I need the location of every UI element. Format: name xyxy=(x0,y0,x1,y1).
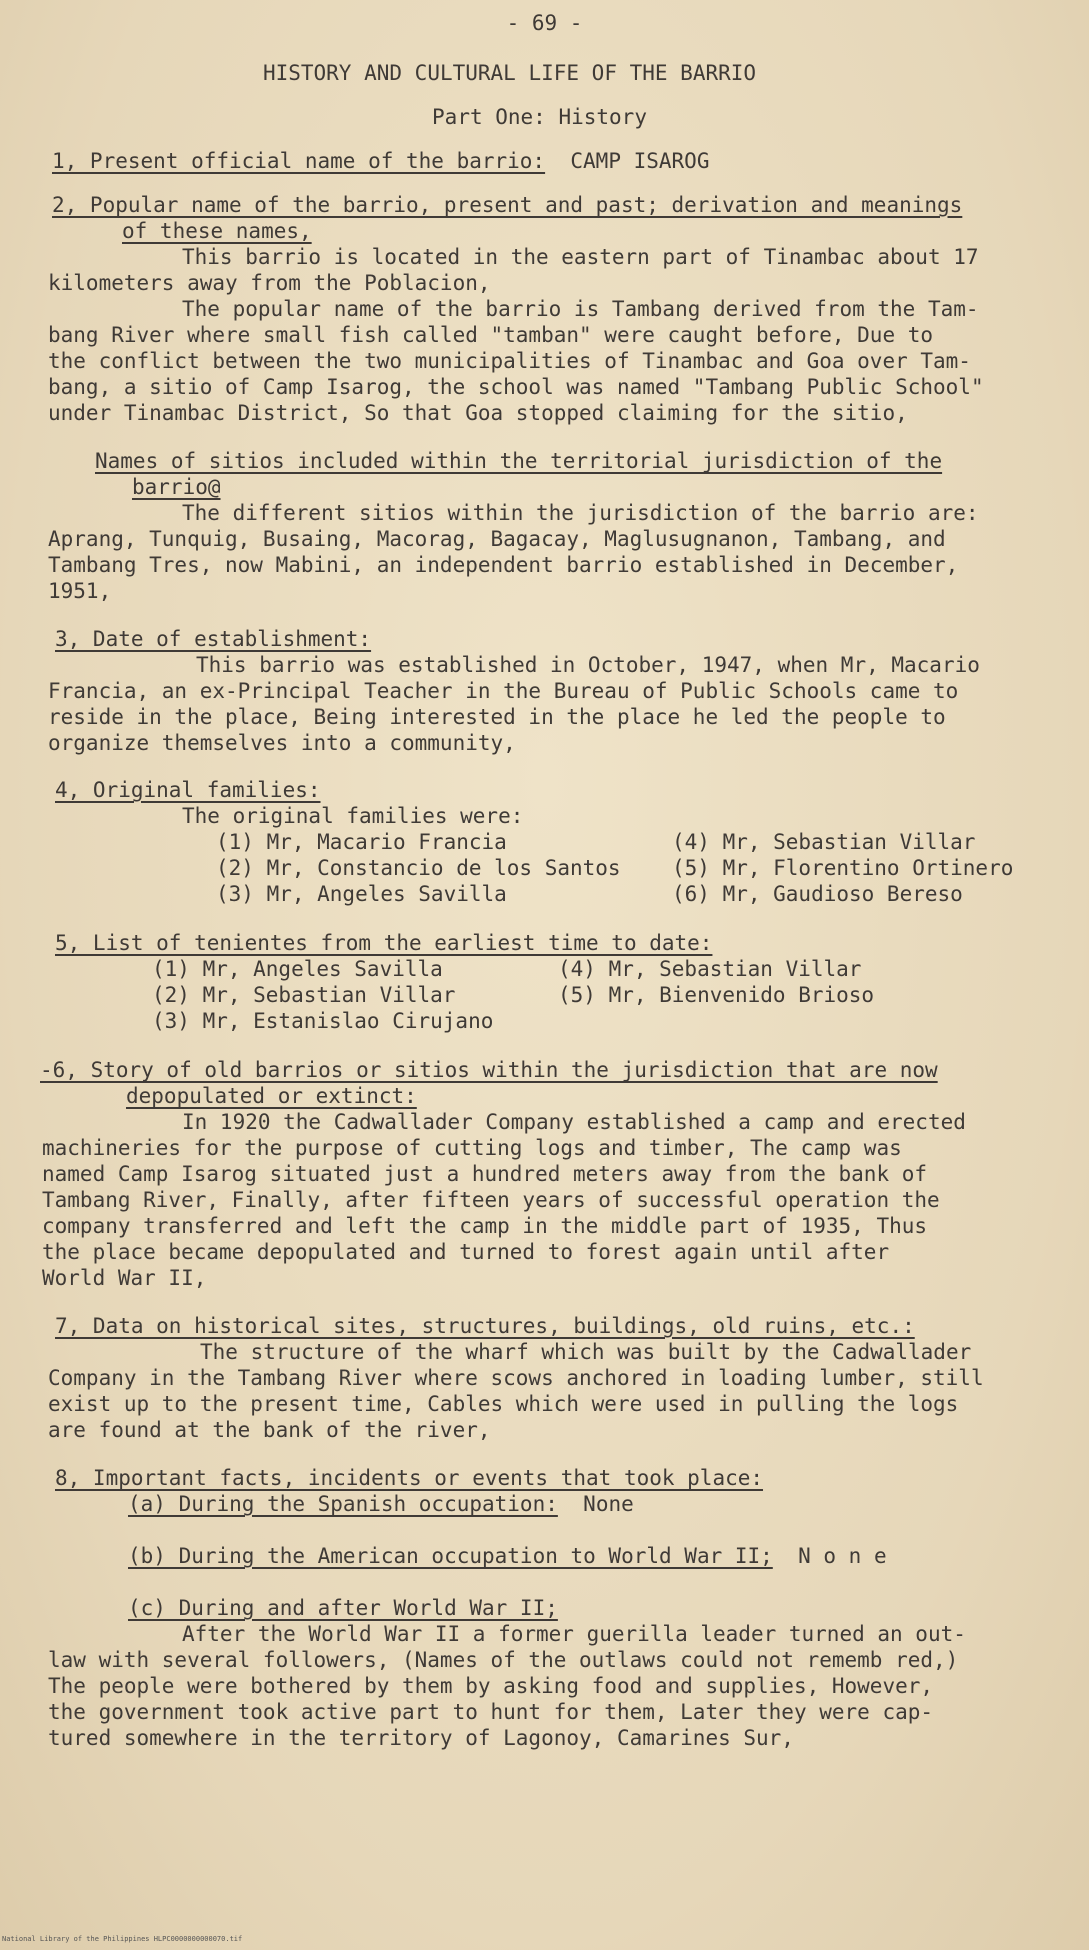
paragraph-line: organize themselves into a community, xyxy=(48,731,516,755)
paragraph-line: bang, a sitio of Camp Isarog, the school was named "Tambang Public School" xyxy=(48,375,984,399)
paragraph-line: Francia, an ex-Principal Teacher in the Bureau of Public Schools came to xyxy=(48,679,959,703)
teniente-item: (4) Mr, Sebastian Villar xyxy=(558,957,862,981)
paragraph-line: exist up to the present time, Cables which were used in pulling the logs xyxy=(48,1392,959,1416)
paragraph-line: the government took active part to hunt for them, Later they were cap- xyxy=(48,1700,934,1724)
family-item: (2) Mr, Constancio de los Santos xyxy=(216,856,621,880)
families-intro: The original families were: xyxy=(182,804,524,828)
teniente-item: (3) Mr, Estanislao Cirujano xyxy=(152,1009,494,1033)
sitios-label-cont: barrio@ xyxy=(132,475,221,499)
paragraph-line: This barrio is located in the eastern part of Tinambac about 17 xyxy=(182,245,979,269)
paragraph-line: Tambang River, Finally, after fifteen years of successful operation the xyxy=(42,1188,940,1212)
section-1 xyxy=(52,148,709,174)
paragraph-line: Company in the Tambang River where scows anchored in loading lumber, still xyxy=(48,1366,984,1390)
paragraph-line: In 1920 the Cadwallader Company established a camp and erected xyxy=(182,1110,966,1134)
teniente-item: (1) Mr, Angeles Savilla xyxy=(152,957,443,981)
paragraph-line: machineries for the purpose of cutting logs and timber, The camp was xyxy=(42,1136,902,1160)
paragraph-line: The popular name of the barrio is Tambang derived from the Tam- xyxy=(182,297,979,321)
section-2-label-cont: of these names, xyxy=(122,219,312,243)
family-item: (3) Mr, Angeles Savilla xyxy=(216,882,507,906)
paragraph-line: This barrio was established in October, 1947, when Mr, Macario xyxy=(196,653,980,677)
paragraph-line: reside in the place, Being interested in the place he led the people to xyxy=(48,705,946,729)
subsection-c-label: (c) During and after World War II; xyxy=(128,1596,558,1620)
section-4-label: 4, Original families: xyxy=(55,778,321,802)
paragraph-line: named Camp Isarog situated just a hundred meters away from the bank of xyxy=(42,1162,928,1186)
section-5-label: 5, List of tenientes from the earliest time to date: xyxy=(55,931,713,955)
paragraph-line: company transferred and left the camp in the middle part of 1935, Thus xyxy=(42,1214,928,1238)
section-6-label-cont: depopulated or extinct: xyxy=(126,1084,417,1108)
paragraph-line: World War II, xyxy=(42,1266,207,1290)
sitios-label: Names of sitios included within the territorial jurisdiction of the xyxy=(95,449,943,473)
paragraph-line: 1951, xyxy=(48,579,112,603)
section-7-label: 7, Data on historical sites, structures, buildings, old ruins, etc.: xyxy=(55,1314,915,1338)
paragraph-line: After the World War II a former guerilla leader turned an out- xyxy=(182,1622,966,1646)
paragraph-line: The different sitios within the jurisdiction of the barrio are: xyxy=(182,501,979,525)
teniente-item: (2) Mr, Sebastian Villar xyxy=(152,983,456,1007)
paragraph-line: kilometers away from the Poblacion, xyxy=(48,271,491,295)
subsection-a xyxy=(128,1491,634,1517)
section-1-value: CAMP ISAROG xyxy=(570,149,710,173)
section-8-label: 8, Important facts, incidents or events that took place: xyxy=(55,1466,764,1490)
page-heading: HISTORY AND CULTURAL LIFE OF THE BARRIO xyxy=(262,61,757,85)
subsection-a-label: (a) During the Spanish occupation: xyxy=(128,1492,558,1516)
paragraph-line: the conflict between the two municipalities of Tinambac and Goa over Tam- xyxy=(48,349,971,373)
subsection-b xyxy=(128,1543,887,1569)
subsection-b-value: N o n e xyxy=(798,1544,887,1568)
paragraph-line: tured somewhere in the territory of Lagonoy, Camarines Sur, xyxy=(48,1726,794,1750)
paragraph-line: The people were bothered by them by asking food and supplies, However, xyxy=(48,1674,934,1698)
paragraph-line: under Tinambac District, So that Goa stopped claiming for the sitio, xyxy=(48,401,908,425)
subsection-b-label: (b) During the American occupation to World War II; xyxy=(128,1544,773,1568)
family-item: (5) Mr, Florentino Ortinero xyxy=(672,856,1014,880)
family-item: (4) Mr, Sebastian Villar xyxy=(672,830,976,854)
section-2-label: 2, Popular name of the barrio, present and past; derivation and meanings xyxy=(52,193,963,217)
family-item: (1) Mr, Macario Francia xyxy=(216,830,507,854)
paragraph-line: Aprang, Tunquig, Busaing, Macorag, Bagacay, Maglusugnanon, Tambang, and xyxy=(48,527,946,551)
teniente-item: (5) Mr, Bienvenido Brioso xyxy=(558,983,875,1007)
section-3-label: 3, Date of establishment: xyxy=(55,627,372,651)
part-title: Part One: History xyxy=(432,105,647,129)
section-6-label: -6, Story of old barrios or sitios within the jurisdiction that are now xyxy=(40,1058,938,1082)
paragraph-line: the place became depopulated and turned to forest again until after xyxy=(42,1240,890,1264)
page-number: - 69 - xyxy=(506,11,583,35)
scan-footer: National Library of the Philippines HLPC0000000000070.tif xyxy=(2,1935,243,1943)
section-1-label: 1, Present official name of the barrio: xyxy=(52,149,546,173)
paragraph-line: bang River where small fish called "tamban" were caught before, Due to xyxy=(48,323,934,347)
paragraph-line: are found at the bank of the river, xyxy=(48,1418,491,1442)
paragraph-line: Tambang Tres, now Mabini, an independent barrio established in December, xyxy=(48,553,959,577)
paragraph-line: law with several followers, (Names of the outlaws could not rememb red,) xyxy=(48,1648,959,1672)
paragraph-line: The structure of the wharf which was built by the Cadwallader xyxy=(200,1340,972,1364)
subsection-a-value: None xyxy=(583,1492,634,1516)
family-item: (6) Mr, Gaudioso Bereso xyxy=(672,882,963,906)
